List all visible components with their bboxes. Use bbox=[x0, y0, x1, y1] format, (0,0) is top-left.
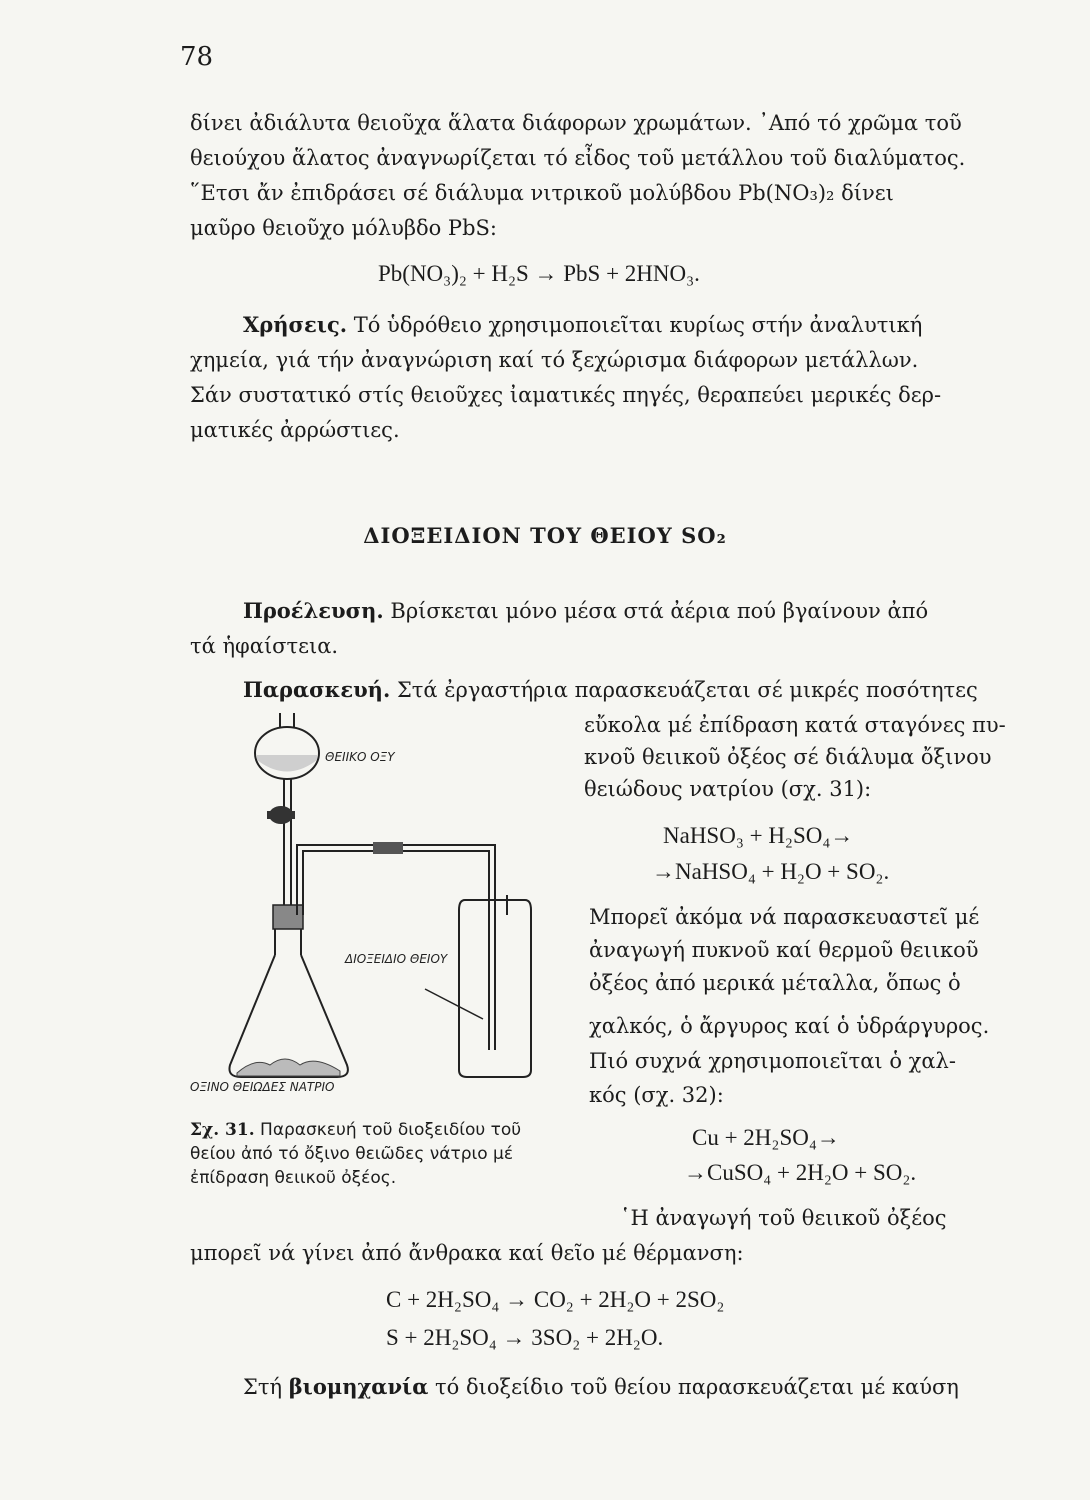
equation-carbon: C + 2H₂SO₄ → CO₂ + 2H₂O + 2SO₂ bbox=[386, 1287, 725, 1312]
industry-line bbox=[243, 1372, 1050, 1402]
label-acid-text: ΘΕΙΙΚΟ ΟΞΥ bbox=[325, 750, 395, 764]
text-line: χημεία, γιά τήν ἀναγνώριση καί τό ξεχώρισμα διάφορων μετάλλων. bbox=[190, 348, 919, 372]
text-line: θειούχου ἅλατος ἀναγνωρίζεται τό εἶδος τοῦ μετάλλου τοῦ διαλύματος. bbox=[190, 146, 966, 170]
conical-flask bbox=[229, 955, 347, 1077]
acid-liquid bbox=[257, 755, 317, 772]
equation-bisulfite-1: NaHSO₃ + H₂SO₄→ bbox=[663, 823, 854, 848]
text-line: Στά ἐργαστήρια παρασκευάζεται σέ μικρές ποσότητες bbox=[396, 678, 978, 702]
equation-copper-1: Cu + 2H₂SO₄→ bbox=[692, 1125, 840, 1150]
column-line: Πιό συχνά χρησιμοποιεῖται ὁ χαλ- bbox=[589, 1049, 956, 1073]
caption-text: Παρασκευή τοῦ διοξειδίου τοῦ θείου ἀπό τό ὄξινο θειῶδες νάτριο μέ ἐπίδραση θειικοῦ ὀξέος. bbox=[190, 1120, 522, 1188]
equation-copper-2: →CuSO₄ + 2H₂O + SO₂. bbox=[684, 1160, 917, 1185]
label-gas-text: ΔΙΟΞΕΙΔΙΟ ΘΕΙΟΥ bbox=[345, 952, 448, 966]
flask-solid bbox=[237, 1059, 340, 1076]
column-line: θειώδους νατρίου (σχ. 31): bbox=[584, 777, 872, 801]
gas-pointer bbox=[425, 989, 483, 1019]
text-line: τά ἡφαίστεια. bbox=[190, 634, 339, 658]
column-line: κνοῦ θειικοῦ ὀξέος σέ διάλυμα ὄξινου bbox=[584, 745, 992, 769]
equation-sulfur: S + 2H₂SO₄ → 3SO₂ + 2H₂O. bbox=[386, 1325, 664, 1350]
uses-paragraph-first-line bbox=[243, 310, 1050, 340]
column-line: ἀναγωγή πυκνοῦ καί θερμοῦ θειικοῦ bbox=[589, 938, 979, 962]
text-line: ῞Ετσι ἄν ἐπιδράσει σέ διάλυμα νιτρικοῦ μολύβδου Pb(NO₃)₂ δίνει bbox=[190, 181, 894, 205]
text-span: τό διοξείδιο τοῦ θείου παρασκευάζεται μέ καύση bbox=[435, 1375, 959, 1399]
preparation-label: Παρασκευή. bbox=[243, 677, 391, 702]
equation-lead-nitrate: Pb(NO₃)₂ + H₂S → PbS + 2HNO₃. bbox=[378, 261, 700, 286]
figure-caption bbox=[190, 1118, 570, 1190]
label-salt bbox=[190, 1080, 334, 1094]
text-line: μαῦρο θειοῦχο μόλυβδο PbS: bbox=[190, 216, 497, 240]
column-line: ῾Η ἀναγωγή τοῦ θειικοῦ ὀξέος bbox=[620, 1206, 947, 1230]
origin-label: Προέλευση. bbox=[243, 598, 384, 623]
equation-bisulfite-2: →NaHSO₄ + H₂O + SO₂. bbox=[652, 859, 890, 884]
industry-keyword: βιομηχανία bbox=[288, 1374, 429, 1399]
uses-label: Χρήσεις. bbox=[243, 312, 348, 337]
text-line: Βρίσκεται μόνο μέσα στά ἀέρια πού βγαίνουν ἀπό bbox=[390, 599, 929, 623]
column-line: κός (σχ. 32): bbox=[589, 1083, 724, 1107]
text-line: μπορεῖ νά γίνει ἀπό ἄνθρακα καί θεῖο μέ θέρμανση: bbox=[190, 1241, 744, 1265]
text-line: ματικές ἀρρώστιες. bbox=[190, 418, 400, 442]
column-line: Μπορεῖ ἀκόμα νά παρασκευαστεῖ μέ bbox=[589, 905, 980, 929]
flask-stopper bbox=[273, 905, 303, 929]
text-line: Τό ὑδρόθειο χρησιμοποιεῖται κυρίως στήν ἀναλυτική bbox=[353, 313, 923, 337]
text-line: δίνει ἀδιάλυτα θειοῦχα ἅλατα διάφορων χρωμάτων. ᾿Από τό χρῶμα τοῦ bbox=[190, 111, 962, 135]
label-acid bbox=[325, 750, 396, 764]
origin-paragraph-first-line bbox=[243, 596, 1050, 626]
column-line: χαλκός, ὁ ἄργυρος καί ὁ ὑδράργυρος. bbox=[589, 1014, 990, 1038]
label-salt-text: ΟΞΙΝΟ ΘΕΙΩΔΕΣ ΝΑΤΡΙΟ bbox=[190, 1080, 335, 1094]
page-number: 78 bbox=[180, 42, 214, 72]
column-line: εὔκολα μέ ἐπίδραση κατά σταγόνες πυ- bbox=[584, 713, 1006, 737]
delivery-tube bbox=[297, 845, 495, 915]
text-line: Σάν συστατικό στίς θειοῦχες ἰαματικές πηγές, θεραπεύει μερικές δερ- bbox=[190, 383, 942, 407]
column-line: ὀξέος ἀπό μερικά μέταλλα, ὅπως ὁ bbox=[589, 971, 961, 995]
caption-number: Σχ. 31. bbox=[190, 1120, 255, 1140]
so2-apparatus-figure bbox=[185, 705, 565, 1105]
preparation-paragraph-first-line bbox=[243, 675, 1050, 705]
section-title: ΔΙΟΞΕΙΔΙΟΝ ΤΟΥ ΘΕΙΟΥ SO₂ bbox=[363, 523, 727, 548]
text-span: Στή bbox=[243, 1375, 283, 1399]
label-gas bbox=[344, 952, 449, 966]
